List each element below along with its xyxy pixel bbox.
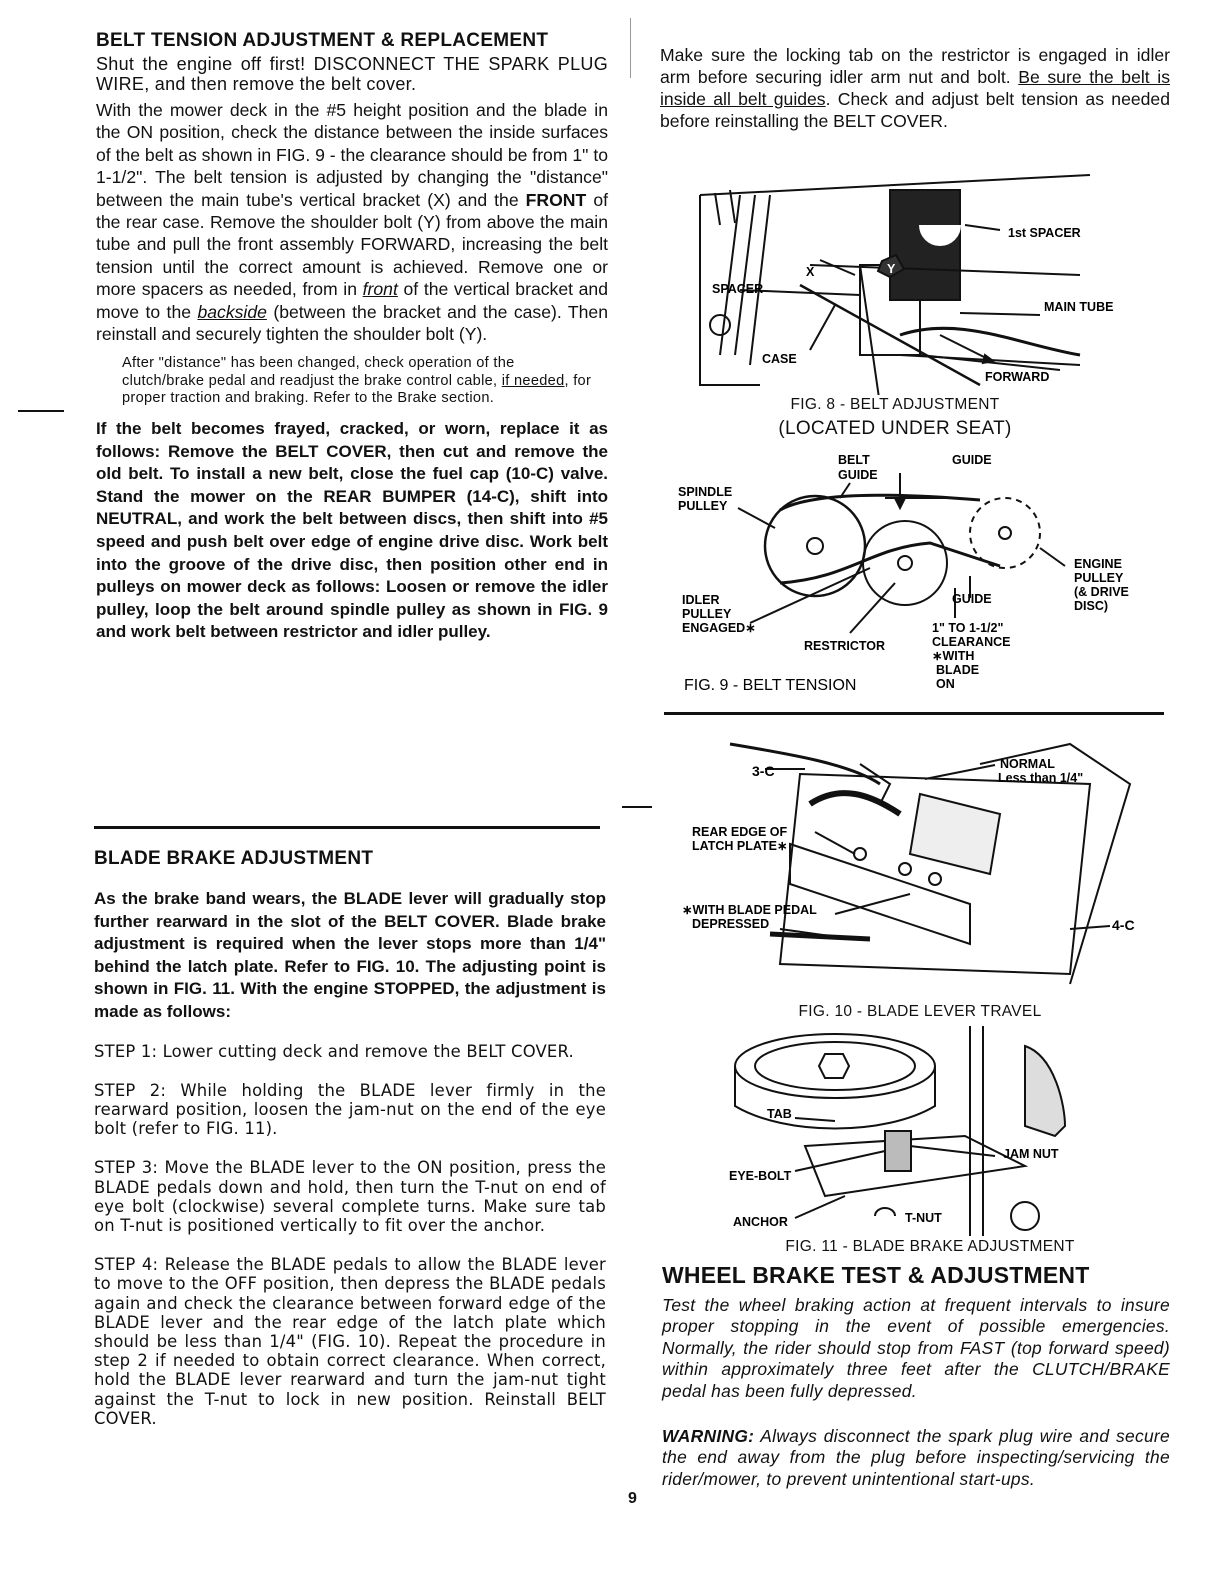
right-column: [660, 44, 1170, 132]
fig10-label-rear-2: LATCH PLATE∗: [692, 839, 788, 853]
fig9-label-clearance-2: CLEARANCE: [932, 635, 1011, 649]
fig9-label-idler-1: IDLER: [682, 593, 720, 607]
fig9-label-clearance-1: 1" TO 1-1/2": [932, 621, 1004, 635]
fig8-caption-subtitle: (LOCATED UNDER SEAT): [778, 418, 1012, 439]
fig9-label-engine-3: (& DRIVE: [1074, 585, 1129, 599]
fig10-label-normal-2: Less than 1/4": [998, 771, 1084, 785]
fig9-label-idler-2: PULLEY: [682, 607, 732, 621]
warning-paragraph: WARNING: Always disconnect the spark plug wire and secure the end away from the plug before inspecting/servicing the rider/mower, to prevent unintentional start-ups.: [662, 1426, 1170, 1489]
wheel-brake-heading: WHEEL BRAKE TEST & ADJUSTMENT: [662, 1262, 1090, 1288]
step-3: STEP 3: Move the BLADE lever to the ON position, press the BLADE pedals down and hold, then turn the T-nut on end of eye bolt (clockwise) several complete turns. Make sure tab on T-nut is positioned vertically to fit over the anchor.: [94, 1158, 606, 1235]
center-mark: [622, 806, 652, 808]
fig9-label-spindle-2: PULLEY: [678, 499, 728, 513]
fig10-label-with-1: ∗WITH BLADE PEDAL: [682, 903, 817, 917]
page-number: 9: [628, 1490, 637, 1507]
fig9-label-clearance-5: ON: [936, 677, 955, 691]
fig9-label-clearance-3: ∗WITH: [932, 649, 975, 663]
left-column: [96, 30, 608, 644]
fig10-label-with-2: DEPRESSED: [692, 917, 770, 931]
restrictor-paragraph: Make sure the locking tab on the restrictor is engaged in idler arm before securing idler arm nut and bolt. Be sure the belt is inside all belt guides. Check and adjust belt tension as needed before reinstalling the BELT COVER.: [660, 45, 1170, 131]
fig9-label-restrictor: RESTRICTOR: [804, 639, 886, 653]
fig11-label-eye-bolt: EYE-BOLT: [729, 1169, 792, 1183]
fig9-label-engine-1: ENGINE: [1074, 557, 1122, 571]
fig10-label-normal-1: NORMAL: [1000, 757, 1055, 771]
blade-brake-paragraph: As the brake band wears, the BLADE lever will gradually stop further rearward in the slot of the BELT COVER. Blade brake adjustment is required when the lever stops more than 1/4" behind the latch plate. Refer to FIG. 10. The adjusting point is shown in FIG. 11. With the engine STOPPED, the adjustment is made as follows:: [94, 889, 606, 1021]
fig8-caption-title: FIG. 8 - BELT ADJUSTMENT: [790, 396, 1000, 413]
left-divider: [94, 826, 600, 829]
fig8-belt-adjustment-diagram: [660, 165, 1160, 395]
step-2: STEP 2: While holding the BLADE lever firmly in the rearward position, loosen the jam-nut on the end of the eye bolt (refer to FIG. 11).: [94, 1080, 606, 1139]
fig11-blade-brake-diagram: [725, 1026, 1125, 1236]
fig11-label-jam-nut: JAM NUT: [1003, 1147, 1059, 1161]
belt-tension-heading: BELT TENSION ADJUSTMENT & REPLACEMENT: [96, 30, 549, 51]
distance-note: After "distance" has been changed, check operation of the clutch/brake pedal and readjust the brake control cable, if needed, for proper traction and braking. Refer to the Brake section.: [122, 355, 592, 407]
fig10-label-3c: 3-C: [752, 763, 775, 779]
fig9-caption: FIG. 9 - BELT TENSION: [684, 677, 857, 694]
fig9-label-engine-4: DISC): [1074, 599, 1109, 613]
fig8-label-spacer: SPACER: [712, 282, 764, 296]
fig9-label-guide-a: GUIDE: [838, 468, 878, 482]
fig8-label-forward: FORWARD: [985, 370, 1050, 384]
wheel-brake-section: [662, 1262, 1170, 1490]
warning-label: WARNING:: [662, 1426, 755, 1447]
right-divider: [664, 712, 1164, 715]
fig9-label-engine-2: PULLEY: [1074, 571, 1124, 585]
fig9-label-spindle-1: SPINDLE: [678, 485, 733, 499]
belt-replace-paragraph: If the belt becomes frayed, cracked, or worn, replace it as follows: Remove the BELT COVER, then cut and remove the old belt. To install a new belt, close the fuel cap (10-C) valve. Stand the mower on the REAR BUMPER (14-C), shift into NEUTRAL, and work the belt between discs, then shift into #5 speed and push belt over edge of engine drive disc. Work belt into the groove of the drive disc, then position other end in pulleys on mower deck as follows: Loosen or remove the idler pulley, loop the belt around spindle pulley as shown in FIG. 9 and work belt between restrictor and idler pulley.: [96, 418, 608, 642]
fig9-label-idler-3: ENGAGED∗: [682, 621, 756, 635]
fig9-label-belt: BELT: [838, 453, 870, 467]
fig8-caption: [700, 396, 1090, 440]
step-1: STEP 1: Lower cutting deck and remove the BELT COVER.: [94, 1041, 574, 1061]
fig9-label-clearance-4: BLADE: [936, 663, 980, 677]
fig9-label-guide-right: GUIDE: [952, 592, 992, 606]
blade-brake-section: [94, 848, 606, 1428]
fig11-label-tab: TAB: [767, 1107, 792, 1121]
belt-intro-paragraph: Shut the engine off first! DISCONNECT THE SPARK PLUG WIRE, and then remove the belt cover.: [96, 54, 608, 94]
fig8-label-y: Y: [887, 262, 896, 276]
fig10-label-4c: 4-C: [1112, 917, 1135, 933]
wheel-brake-paragraph: Test the wheel braking action at frequent intervals to insure proper stopping in the event of possible emergencies. Normally, the rider should stop from FAST (top forward speed) within approximately three feet after the CLUTCH/BRAKE pedal has been fully depressed.: [662, 1295, 1170, 1401]
fig10-blade-lever-diagram: [670, 724, 1160, 999]
fig10-label-rear-1: REAR EDGE OF: [692, 825, 788, 839]
center-fold-line: [630, 18, 631, 78]
fig9-belt-tension-diagram: [670, 448, 1160, 703]
fig11-caption: FIG. 11 - BLADE BRAKE ADJUSTMENT: [785, 1238, 1075, 1255]
margin-mark-left: [18, 410, 64, 412]
blade-brake-heading: BLADE BRAKE ADJUSTMENT: [94, 848, 374, 869]
fig9-label-guide-top: GUIDE: [952, 453, 992, 467]
belt-adjust-paragraph: With the mower deck in the #5 height position and the blade in the ON position, check the distance between the inside surfaces of the belt as shown in FIG. 9 - the clearance should be from 1" to 1-1/2". The belt tension is adjusted by changing the "distance" between the main tube's vertical bracket (X) and the FRONT of the rear case. Remove the shoulder bolt (Y) from above the main tube and pull the front assembly FORWARD, increasing the belt tension until the correct amount is achieved. Remove one or more spacers as needed, from in front of the vertical bracket and move to the backside (between the bracket and the case). Then reinstall and securely tighten the shoulder bolt (Y).: [96, 100, 609, 345]
fig8-label-main-tube: MAIN TUBE: [1044, 300, 1114, 314]
fig8-label-x: X: [806, 265, 815, 279]
step-4: STEP 4: Release the BLADE pedals to allow the BLADE lever to move to the OFF position, then depress the BLADE pedals again and check the clearance between forward edge of the BLADE lever and the rear edge of the latch plate which should be less than 1/4" (FIG. 10). Repeat the procedure in step 2 if needed to obtain correct clearance. When correct, hold the BLADE lever rearward and turn the jam-nut tight against the T-nut to lock in new position. Reinstall BELT COVER.: [94, 1255, 606, 1428]
fig11-label-t-nut: T-NUT: [905, 1211, 942, 1225]
fig11-label-anchor: ANCHOR: [733, 1215, 788, 1229]
fig8-label-1st-spacer: 1st SPACER: [1008, 226, 1081, 240]
fig10-caption: FIG. 10 - BLADE LEVER TRAVEL: [798, 1003, 1042, 1020]
fig8-label-case: CASE: [762, 352, 797, 366]
